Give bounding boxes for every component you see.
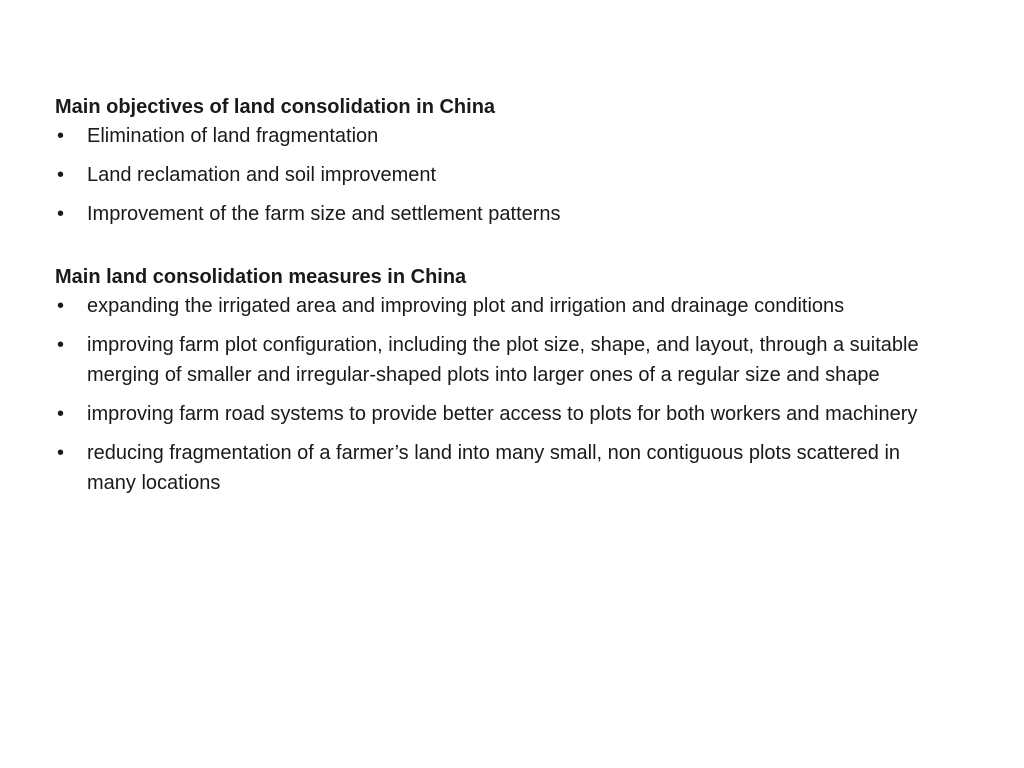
list-item — [55, 160, 945, 190]
objectives-list — [55, 121, 945, 229]
list-item-text: expanding the irrigated area and improving plot and irrigation and drainage conditions — [87, 295, 845, 317]
bullet-icon: • — [57, 203, 65, 225]
list-item — [55, 399, 945, 429]
list-item — [55, 199, 945, 229]
bullet-icon: • — [57, 164, 65, 186]
list-item-text: Land reclamation and soil improvement — [87, 164, 437, 186]
list-item — [55, 330, 945, 390]
bullet-icon: • — [57, 403, 65, 425]
measures-list — [55, 291, 945, 498]
list-item-text: improving farm road systems to provide better access to plots for both workers and machinery — [87, 403, 918, 425]
list-item — [55, 121, 945, 151]
list-item-text: improving farm plot configuration, including the plot size, shape, and layout, through a suitable merging of smaller and irregular-shaped plots into larger ones of a regular size and shape — [87, 334, 919, 386]
objectives-heading: Main objectives of land consolidation in China — [55, 96, 496, 118]
list-item — [55, 291, 945, 321]
list-item-text: Improvement of the farm size and settlement patterns — [87, 203, 561, 225]
bullet-icon: • — [57, 125, 65, 147]
list-item — [55, 438, 945, 498]
bullet-icon: • — [57, 295, 65, 317]
list-item-text: Elimination of land fragmentation — [87, 125, 379, 147]
bullet-icon: • — [57, 442, 65, 464]
list-item-text: reducing fragmentation of a farmer’s land into many small, non contiguous plots scattered in many locations — [87, 442, 901, 494]
bullet-icon: • — [57, 334, 65, 356]
measures-heading: Main land consolidation measures in China — [55, 266, 467, 288]
slide-content — [55, 93, 945, 507]
